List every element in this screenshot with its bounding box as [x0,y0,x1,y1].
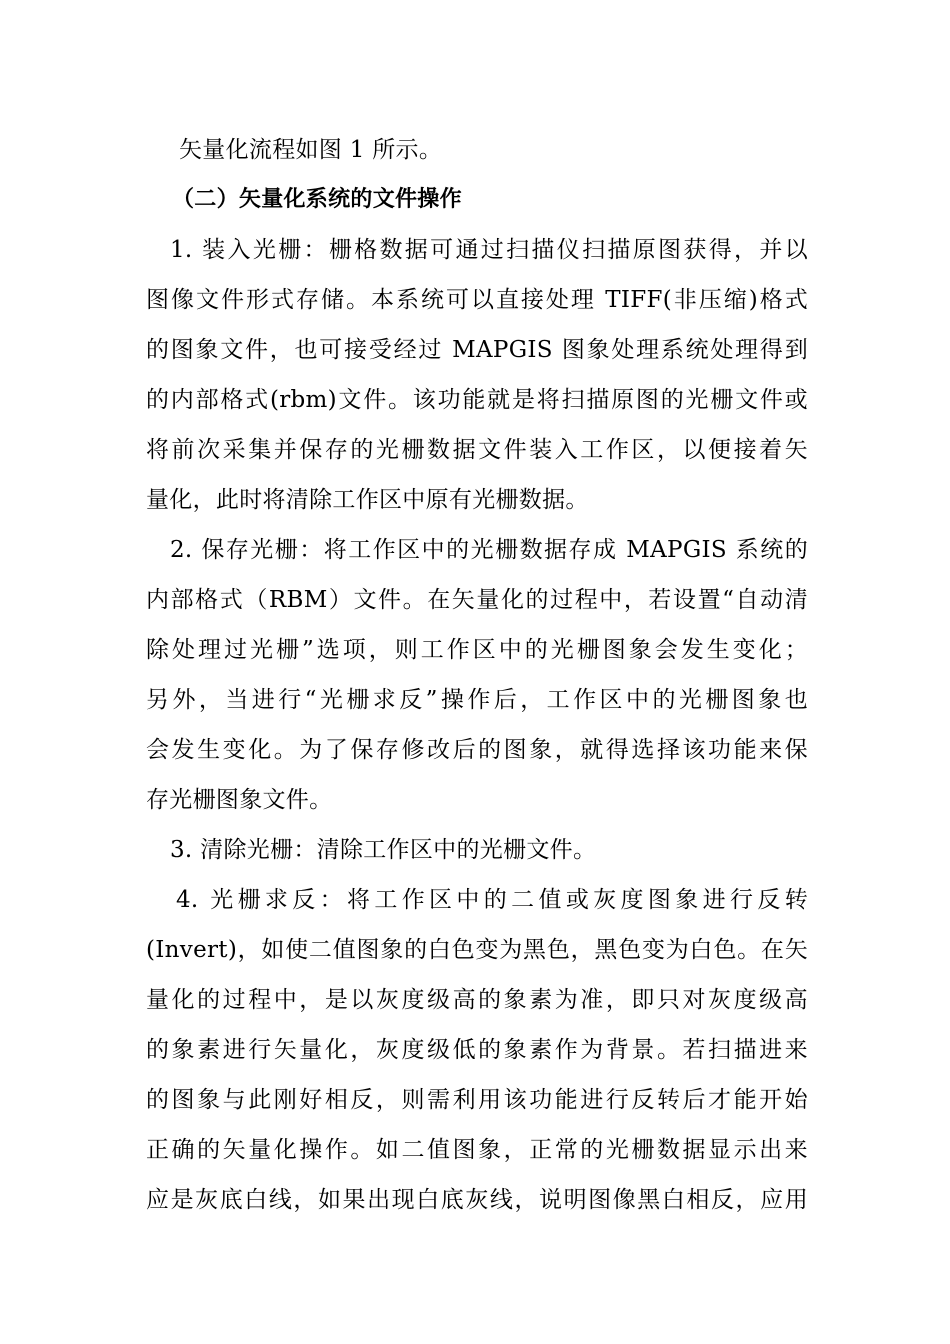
paragraph-line: 除处理过光栅”选项，则工作区中的光栅图象会发生变化； [146,637,808,663]
paragraph-line: 存光栅图象文件。 [146,787,333,813]
paragraph-line: 图像文件形式存储。本系统可以直接处理 TIFF(非压缩)格式 [146,287,808,313]
intro-paragraph: 矢量化流程如图 1 所示。 [179,137,443,163]
paragraph-line: 正确的矢量化操作。如二值图象，正常的光栅数据显示出来 [146,1137,808,1163]
paragraph-line: 2. 保存光栅：将工作区中的光栅数据存成 MAPGIS 系统的 [170,537,808,563]
section-heading: （二）矢量化系统的文件操作 [172,187,462,212]
paragraph-line: 的内部格式(rbm)文件。该功能就是将扫描原图的光栅文件或 [146,387,808,413]
paragraph-line: 的象素进行矢量化，灰度级低的象素作为背景。若扫描进来 [146,1037,808,1063]
paragraph-line: 量化的过程中，是以灰度级高的象素为准，即只对灰度级高 [146,987,808,1013]
paragraph-line: 量化，此时将清除工作区中原有光栅数据。 [146,487,589,513]
paragraph-line: 另外，当进行“光栅求反”操作后，工作区中的光栅图象也 [146,687,808,713]
paragraph-line: (Invert)，如使二值图象的白色变为黑色，黑色变为白色。在矢 [146,937,808,963]
paragraph-line: 的图象与此刚好相反，则需利用该功能进行反转后才能开始 [146,1087,808,1113]
paragraph-line: 将前次采集并保存的光栅数据文件装入工作区，以便接着矢 [146,437,808,463]
paragraph-line: 4. 光栅求反：将工作区中的二值或灰度图象进行反转 [176,887,808,913]
paragraph-line: 1. 装入光栅：栅格数据可通过扫描仪扫描原图获得，并以 [170,237,808,263]
paragraph-line: 3. 清除光栅：清除工作区中的光栅文件。 [170,837,597,863]
paragraph-line: 的图象文件，也可接受经过 MAPGIS 图象处理系统处理得到 [146,337,808,363]
paragraph-line: 内部格式（RBM）文件。在矢量化的过程中，若设置“自动清 [146,587,808,613]
paragraph-line: 会发生变化。为了保存修改后的图象，就得选择该功能来保 [146,737,808,763]
paragraph-line: 应是灰底白线，如果出现白底灰线，说明图像黑白相反，应用 [146,1187,808,1213]
